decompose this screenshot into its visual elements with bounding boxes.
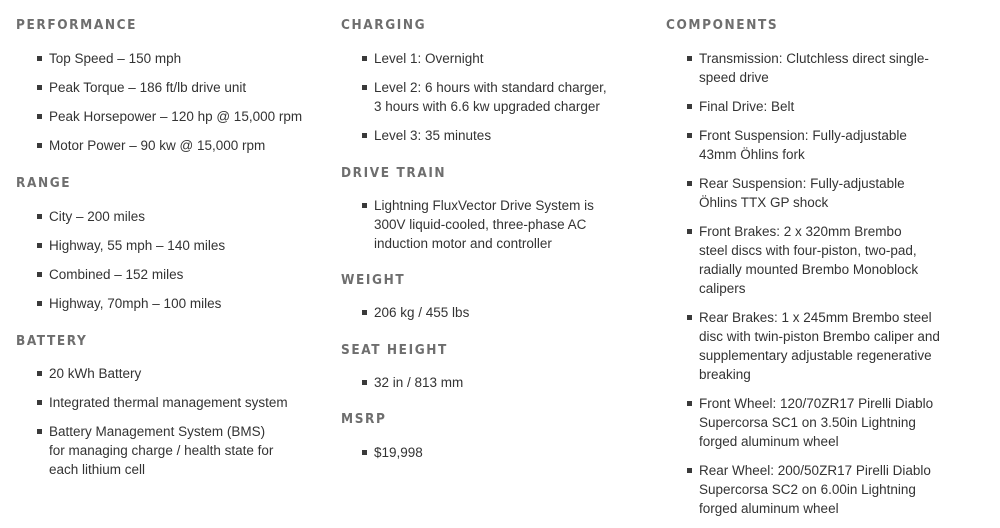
list-item: Motor Power – 90 kw @ 15,000 rpm xyxy=(16,136,316,155)
section-title-weight: WEIGHT xyxy=(341,272,406,288)
list-item: Front Suspension: Fully-adjustable 43mm Öhlins fork xyxy=(666,126,944,164)
components-list xyxy=(666,49,956,528)
msrp-list xyxy=(341,443,631,472)
weight-list xyxy=(341,303,631,332)
list-item: City – 200 miles xyxy=(16,207,316,226)
section-title-seat-height: SEAT HEIGHT xyxy=(341,342,448,358)
list-item: 206 kg / 455 lbs xyxy=(341,303,631,322)
section-title-msrp: MSRP xyxy=(341,411,387,427)
list-item: Lightning FluxVector Drive System is 300V liquid-cooled, three-phase AC induction motor and controller xyxy=(341,196,629,253)
list-item: Front Wheel: 120/70ZR17 Pirelli Diablo Supercorsa SC1 on 3.50in Lightning forged aluminum wheel xyxy=(666,394,954,451)
list-item: Level 2: 6 hours with standard charger, 3 hours with 6.6 kw upgraded charger xyxy=(341,78,614,116)
list-item: $19,998 xyxy=(341,443,631,462)
list-item: Peak Horsepower – 120 hp @ 15,000 rpm xyxy=(16,107,316,126)
seat-height-list xyxy=(341,373,631,402)
section-title-components: COMPONENTS xyxy=(666,17,779,33)
section-title-drive-train: DRIVE TRAIN xyxy=(341,165,447,181)
list-item: 20 kWh Battery xyxy=(16,364,316,383)
section-title-charging: CHARGING xyxy=(341,17,427,33)
drive-train-list xyxy=(341,196,631,263)
range-list xyxy=(16,207,316,323)
list-item: Level 3: 35 minutes xyxy=(341,126,631,145)
list-item: Top Speed – 150 mph xyxy=(16,49,316,68)
list-item: Highway, 70mph – 100 miles xyxy=(16,294,316,313)
charging-list xyxy=(341,49,631,155)
list-item: Rear Suspension: Fully-adjustable Öhlins TTX GP shock xyxy=(666,174,944,212)
section-title-battery: BATTERY xyxy=(16,333,88,349)
list-item: Transmission: Clutchless direct single-speed drive xyxy=(666,49,934,87)
list-item: Front Brakes: 2 x 320mm Brembo steel discs with four-piston, two-pad, radially mounted Brembo Monoblock calipers xyxy=(666,222,931,298)
battery-list xyxy=(16,364,316,489)
list-item: Rear Wheel: 200/50ZR17 Pirelli Diablo Supercorsa SC2 on 6.00in Lightning forged aluminum wheel xyxy=(666,461,954,518)
list-item: 32 in / 813 mm xyxy=(341,373,631,392)
performance-list xyxy=(16,49,316,165)
list-item: Highway, 55 mph – 140 miles xyxy=(16,236,316,255)
list-item: Final Drive: Belt xyxy=(666,97,956,116)
list-item: Integrated thermal management system xyxy=(16,393,316,412)
list-item: Peak Torque – 186 ft/lb drive unit xyxy=(16,78,316,97)
section-title-range: RANGE xyxy=(16,175,72,191)
list-item: Rear Brakes: 1 x 245mm Brembo steel disc with twin-piston Brembo caliper and supplementary adjustable regenerative breaking xyxy=(666,308,954,384)
list-item: Battery Management System (BMS) for managing charge / health state for each lithium cell xyxy=(16,422,279,479)
list-item: Combined – 152 miles xyxy=(16,265,316,284)
section-title-performance: PERFORMANCE xyxy=(16,17,137,33)
list-item: Level 1: Overnight xyxy=(341,49,631,68)
